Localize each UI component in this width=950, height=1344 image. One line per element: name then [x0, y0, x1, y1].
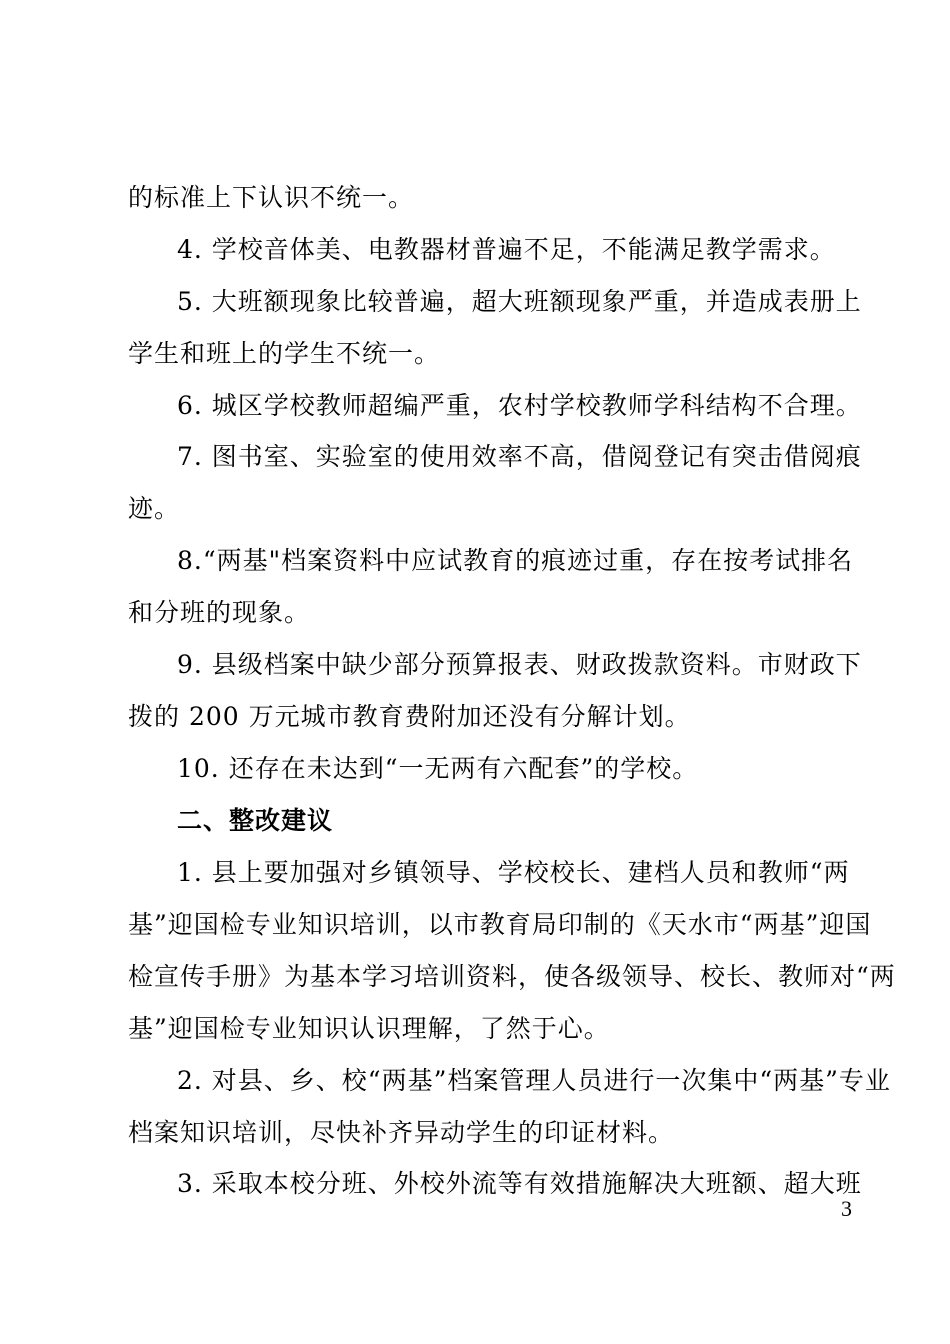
page-number: 3 [841, 1196, 852, 1221]
section-heading: 二、整改建议 [177, 806, 334, 835]
list-item-5: 5. 大班额现象比较普遍，超大班额现象严重，并造成表册上 [177, 287, 862, 316]
list-item-9: 9. 县级档案中缺少部分预算报表、财政拨款资料。市财政下 [177, 650, 862, 679]
list-item-7: 7. 图书室、实验室的使用效率不高，借阅登记有突击借阅痕 [177, 442, 862, 471]
recommendation-3: 3. 采取本校分班、外校外流等有效措施解决大班额、超大班 [177, 1169, 862, 1198]
text-line: 档案知识培训，尽快补齐异动学生的印证材料。 [128, 1118, 675, 1147]
list-item-8: 8.“两基"档案资料中应试教育的痕迹过重，存在按考试排名 [177, 546, 854, 575]
text-line: 拨的 200 万元城市教育费附加还没有分解计划。 [128, 702, 691, 731]
list-item-10: 10. 还存在未达到“一无两有六配套”的学校。 [177, 754, 699, 783]
text-line: 的标准上下认识不统一。 [128, 183, 415, 212]
text-line: 检宣传手册》为基本学习培训资料，使各级领导、校长、教师对“两 [128, 962, 896, 991]
text-line: 基”迎国检专业知识培训，以市教育局印制的《天水市“两基”迎国 [128, 910, 872, 939]
list-item-4: 4. 学校音体美、电教器材普遍不足，不能满足教学需求。 [177, 235, 836, 264]
text-line: 基”迎国检专业知识认识理解，了然于心。 [128, 1014, 610, 1043]
text-line: 迹。 [128, 494, 181, 523]
recommendation-2: 2. 对县、乡、校“两基”档案管理人员进行一次集中“两基”专业 [177, 1066, 891, 1095]
recommendation-1: 1. 县上要加强对乡镇领导、学校校长、建档人员和教师“两 [177, 858, 850, 887]
text-line: 和分班的现象。 [128, 598, 311, 627]
list-item-6: 6. 城区学校教师超编严重，农村学校教师学科结构不合理。 [177, 391, 862, 420]
text-line: 学生和班上的学生不统一。 [128, 339, 441, 368]
